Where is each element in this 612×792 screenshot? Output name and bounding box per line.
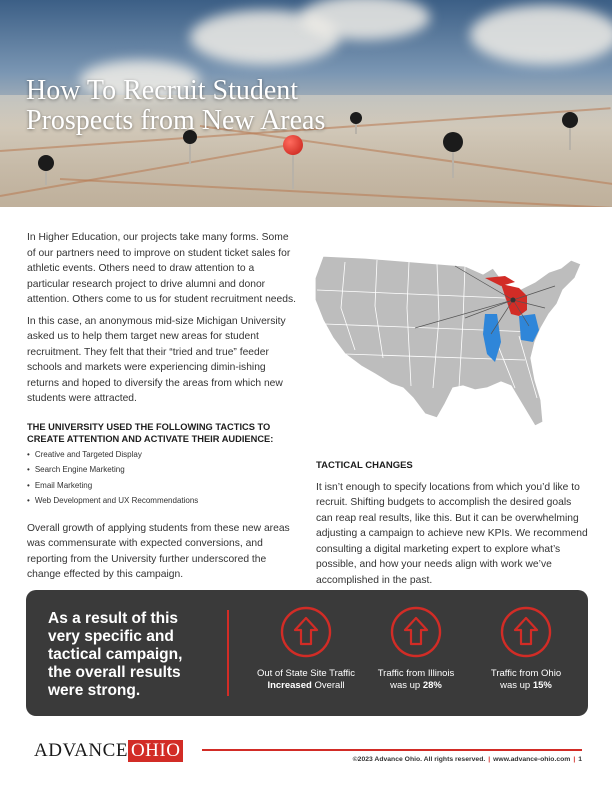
arrow-up-icon <box>500 606 552 658</box>
stat-label: Traffic from Ohio <box>490 668 562 679</box>
arrow-up-icon <box>390 606 442 658</box>
page-number: 1 <box>578 756 582 763</box>
tactics-item: • Creative and Targeted Display <box>27 447 297 463</box>
intro-paragraph-2: In this case, an anonymous mid-size Michigan University asked us to help them target new areas for student recruitment. They felt that their “tried and true” feeder schools and markets were experiencing dimin-ishing returns and hoped to diversify the areas from which new students were attracted. <box>27 315 286 404</box>
copyright: ©2023 Advance Ohio. All rights reserved. <box>352 756 486 763</box>
website-link[interactable]: www.advance-ohio.com <box>493 756 571 763</box>
stat-label-prefix: was up <box>500 679 533 691</box>
tactics-item: • Email Marketing <box>27 478 297 494</box>
tactics-item: • Web Development and UX Recommendations <box>27 493 297 509</box>
hero-banner <box>0 0 612 207</box>
stat-label-prefix: was up <box>390 679 423 691</box>
tactics-list <box>27 447 297 509</box>
left-column <box>27 230 297 589</box>
logo-advance: ADVANCE <box>34 740 128 761</box>
results-panel <box>26 590 588 716</box>
stat-value: 15% <box>532 679 552 691</box>
advance-ohio-logo <box>34 740 183 762</box>
stat-value: 28% <box>422 679 442 691</box>
tactics-heading: THE UNIVERSITY USED THE FOLLOWING TACTICS TO CREATE ATTENTION AND ACTIVATE THEIR AUDIENCE: <box>27 421 274 444</box>
stat-illinois <box>352 606 480 691</box>
origin-marker <box>511 298 516 303</box>
stat-out-of-state <box>242 606 370 691</box>
footer-separator: | <box>488 756 491 763</box>
cloud <box>470 5 612 65</box>
stat-label: Traffic from Illinois <box>377 668 455 679</box>
stat-value: Increased <box>267 679 312 691</box>
footer-separator: | <box>573 756 576 763</box>
title-line-1: How To Recruit Student <box>26 75 299 106</box>
growth-paragraph: Overall growth of applying students from these new areas was commensurate with expected conversions, and reporting from the University further underscored the change effected by this campaign. <box>27 522 290 580</box>
tactical-changes-section <box>316 458 588 588</box>
us-map-outline <box>315 256 581 426</box>
logo-ohio: OHIO <box>128 740 184 762</box>
title-line-2: Prospects from New Areas <box>26 105 326 136</box>
tactical-changes-heading: TACTICAL CHANGES <box>316 460 413 471</box>
footer <box>353 756 582 763</box>
us-map <box>305 238 585 448</box>
arrow-up-icon <box>280 606 332 658</box>
footer-divider <box>202 749 582 751</box>
tactics-item: • Search Engine Marketing <box>27 462 297 478</box>
tactical-changes-body: It isn’t enough to specify locations from which you’d like to recruit. Shifting budgets to accomplish the desired goals can reap real results, like this. But it can be overwhelming adjusting a campaign to achieve new KPIs. We recommend consulting a digital marketing expert to explore what’s possible, and how your needs align with work we’ve accomplished in the past. <box>316 481 588 586</box>
stat-label: Out of State Site Traffic <box>256 668 356 679</box>
results-summary: As a result of this very specific and tactical campaign, the overall results were strong. <box>48 610 183 699</box>
intro-paragraph-1: In Higher Education, our projects take many forms. Some of our partners need to improve on student ticket sales for athletic events. Others need to draw attention to a particular research project to drive alumni and donor attention. Others come to us for student recruitment needs. <box>27 232 297 305</box>
stat-ohio <box>462 606 590 691</box>
stat-label-suffix: Overall <box>311 679 345 691</box>
results-divider <box>227 610 229 696</box>
page-title <box>26 76 325 136</box>
